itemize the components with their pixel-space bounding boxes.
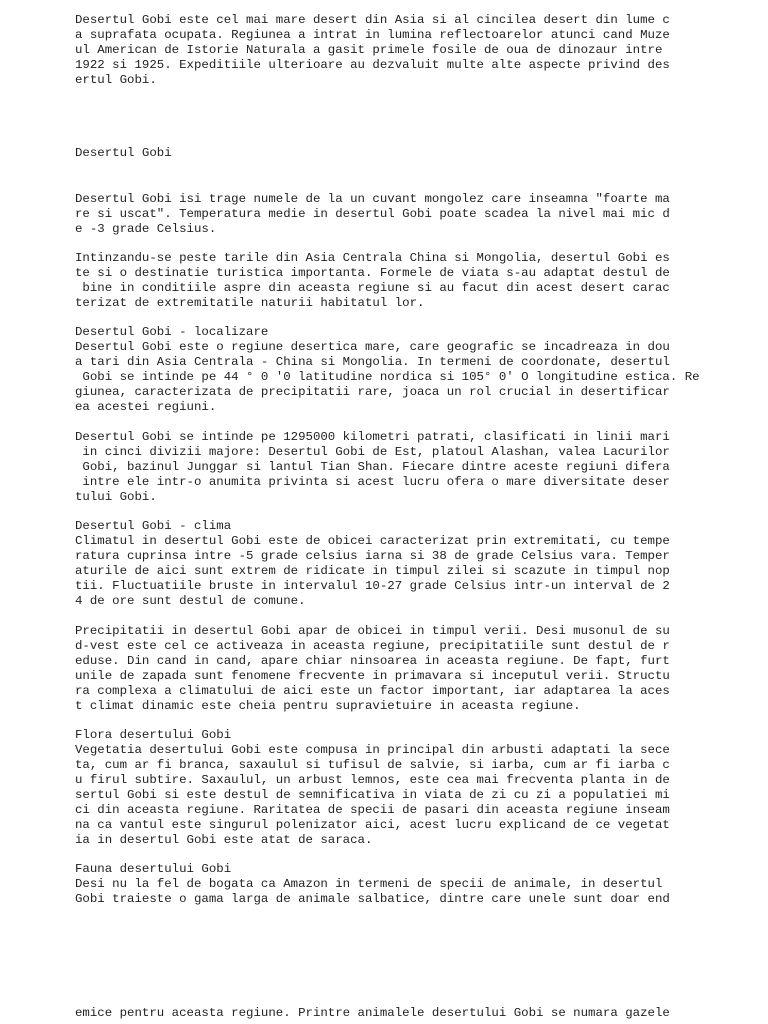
name-origin-paragraph: Desertul Gobi isi trage numele de la un cuvant mongolez care inseamna "foarte ma re si uscat". Temperatura medie in desertul Gobi poate scadea la nivel mai mic d e -3 grade Celsius. <box>75 192 670 236</box>
intro-paragraph: Desertul Gobi este cel mai mare desert din Asia si al cincilea desert din lume c a suprafata ocupata. Regiunea a intrat in lumina reflectoarelor atunci cand Muze ul American de Istorie Naturala a gasit primele fosile de oua de dinozaur intre 1922 si 1925. Expeditiile ulterioare au dezvaluit multe alte aspecte privind des ertul Gobi. <box>75 13 670 87</box>
flora-section: Flora desertului Gobi Vegetatia desertului Gobi este compusa in principal din arbusti adaptati la sece ta, cum ar fi branca, saxaulul si tufisul de salvie, si iarba, cum ar fi iarba c u firul subtire. Saxaulul, un arbust lemnos, este cea mai frecventa planta in de sertul Gobi si este destul de semnificativa in viata de zi cu zi a populatiei mi ci din aceasta regiune. Raritatea de specii de pasari din aceasta regiune inseam na ca vantul este singurul polenizator aici, acest lucru explicand de ce vegetat ia in desertul Gobi este atat de saraca. <box>75 728 670 847</box>
fauna-section: Fauna desertului Gobi Desi nu la fel de bogata ca Amazon in termeni de specii de animale, in desertul Gobi traieste o gama larga de animale salbatice, dintre care unele sunt doar end <box>75 862 670 906</box>
location-section: Desertul Gobi - localizare Desertul Gobi este o regiune desertica mare, care geografic se incadreaza in dou a tari din Asia Centrala - China si Mongolia. In termeni de coordonate, desertul Gobi se intinde pe 44 ° 0 '0 latitudine nordica si 105° 0' O longitudine estica. Re giunea, caracterizata de precipitatii rare, joaca un rol crucial in desertificar ea acestei regiuni. <box>75 325 700 414</box>
page-heading: Desertul Gobi <box>75 146 172 160</box>
area-paragraph: Desertul Gobi se intinde pe 1295000 kilometri patrati, clasificati in linii mari in cinci divizii majore: Desertul Gobi de Est, platoul Alashan, valea Lacurilor Gobi, bazinul Junggar si lantul Tian Shan. Fiecare dintre aceste regiuni difera intre ele intr-o anumita privinta si acest lucru ofera o mare diversitate deser tului Gobi. <box>75 430 670 504</box>
page-footer-line: emice pentru aceasta regiune. Printre animalele desertului Gobi se numara gazele <box>75 1006 670 1020</box>
climate-section: Desertul Gobi - clima Climatul in desertul Gobi este de obicei caracterizat prin extremitati, cu tempe ratura cuprinsa intre -5 grade celsius iarna si 38 de grade Celsius vara. Temper aturile de aici sunt extrem de ridicate in timpul zilei si scazute in timpul nop tii. Fluctuatiile bruste in intervalul 10-27 grade Celsius intr-un interval de 2 4 de ore sunt destul de comune. <box>75 519 670 608</box>
destination-paragraph: Intinzandu-se peste tarile din Asia Centrala China si Mongolia, desertul Gobi es te si o destinatie turistica importanta. Formele de viata s-au adaptat destul de bine in conditiile aspre din aceasta regiune si au facut din acest desert carac terizat de extremitatile naturii habitatul lor. <box>75 251 670 310</box>
precipitation-paragraph: Precipitatii in desertul Gobi apar de obicei in timpul verii. Desi musonul de su d-vest este cel ce activeaza in aceasta regiune, precipitatiile sunt destul de r eduse. Din cand in cand, apare chiar ninsoarea in aceasta regiune. De fapt, furt unile de zapada sunt fenomene frecvente in primavara si inceputul verii. Structu ra complexa a climatului de aici este un factor important, iar adaptarea la aces t climat dinamic este cheia pentru supravietuire in aceasta regiune. <box>75 624 670 713</box>
